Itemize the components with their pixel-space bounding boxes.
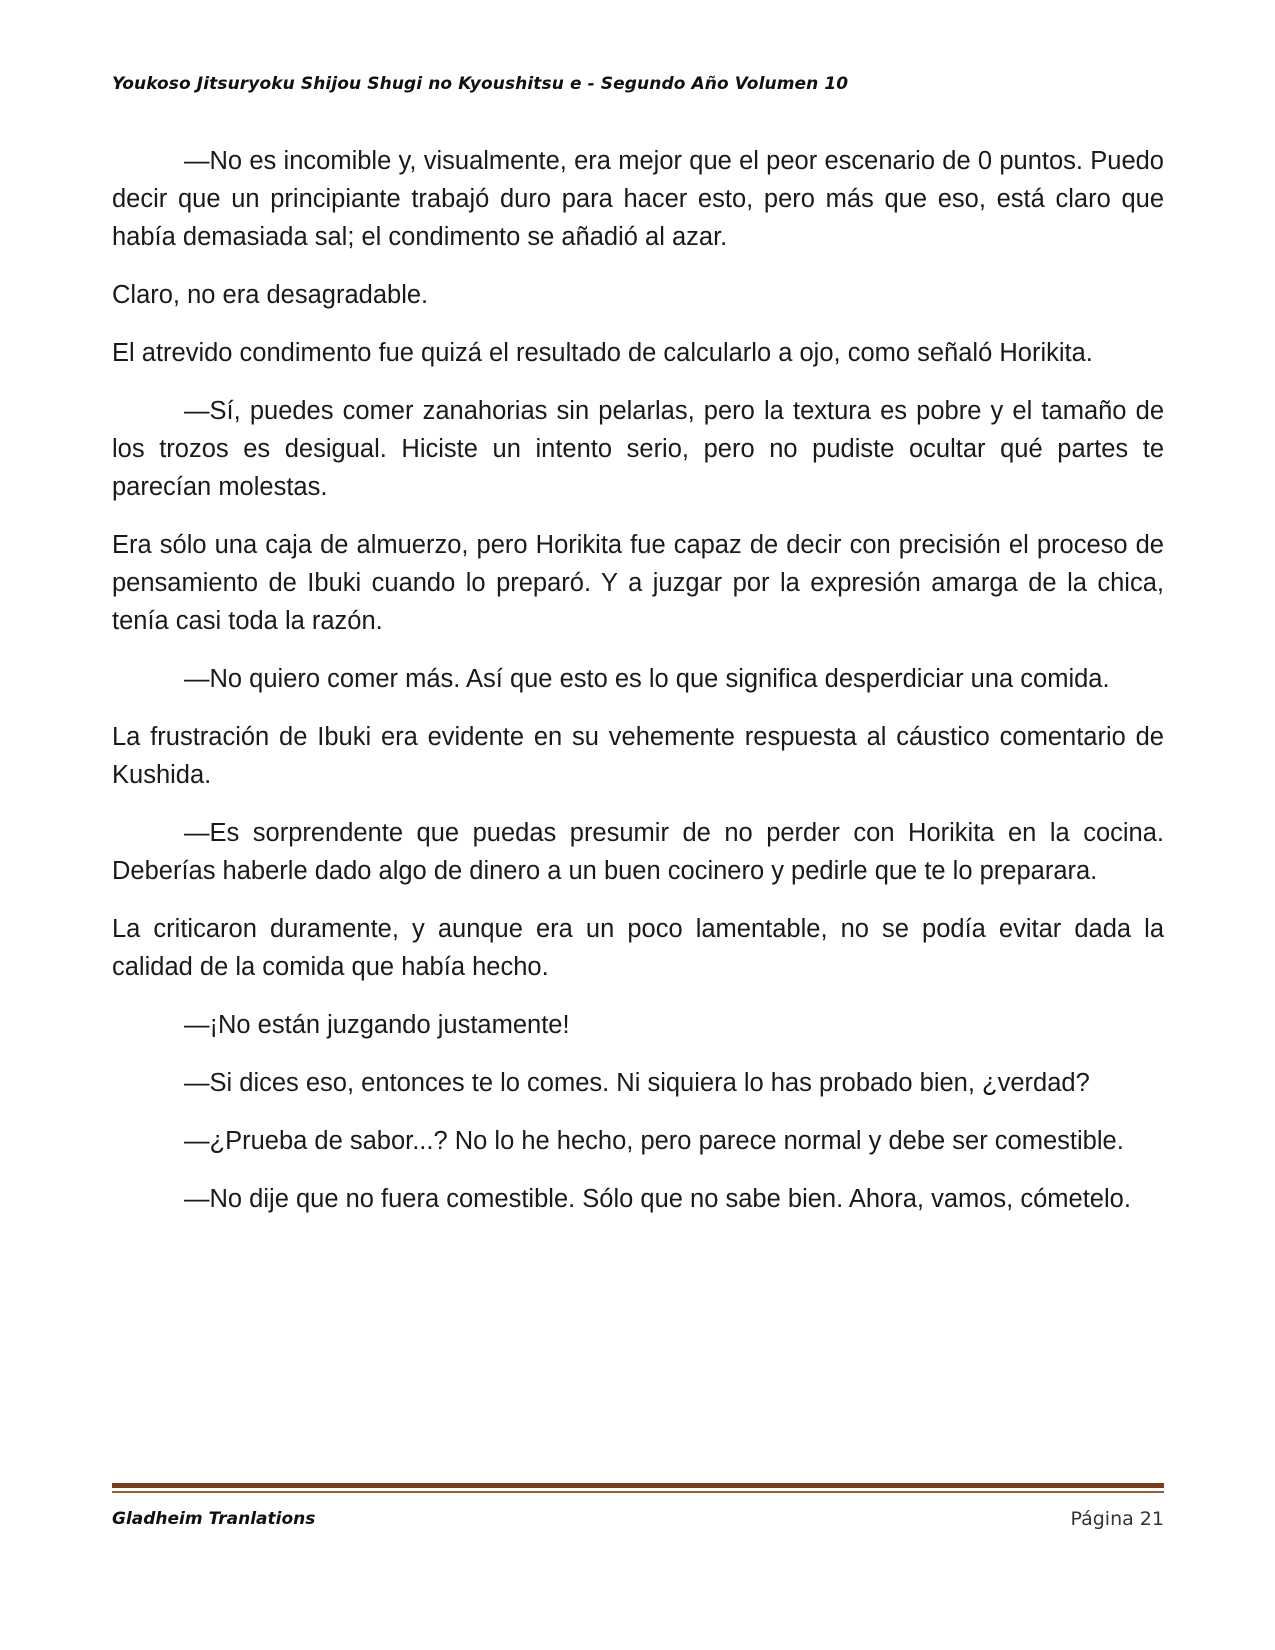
- paragraph-6: —No quiero comer más. Así que esto es lo que significa desperdiciar una comida.: [184, 665, 1110, 693]
- paragraph-10: —¡No están juzgando justamente!: [184, 1011, 570, 1039]
- paragraph-13: —No dije que no fuera comestible. Sólo que no sabe bien. Ahora, vamos, cómetelo.: [184, 1185, 1131, 1213]
- paragraph-2: Claro, no era desagradable.: [112, 281, 429, 309]
- paragraph-12: —¿Prueba de sabor...? No lo he hecho, pero parece normal y debe ser comestible.: [184, 1127, 1124, 1155]
- paragraph-11: —Si dices eso, entonces te lo comes. Ni siquiera lo has probado bien, ¿verdad?: [184, 1069, 1090, 1097]
- paragraph-7: La frustración de Ibuki era evidente en su vehemente respuesta al cáustico comentario de Kushida.: [112, 723, 1164, 789]
- paragraph-3: El atrevido condimento fue quizá el resultado de calcularlo a ojo, como señaló Horikita.: [112, 339, 1093, 367]
- paragraph-9: La criticaron duramente, y aunque era un poco lamentable, no se podía evitar dada la calidad de la comida que había hecho.: [112, 915, 1164, 981]
- footer-divider-thin: [112, 1491, 1164, 1493]
- page-number: Página 21: [1070, 1508, 1164, 1530]
- paragraph-1: —No es incomible y, visualmente, era mejor que el peor escenario de 0 puntos. Puedo decir que un principiante trabajó duro para hacer esto, pero más que eso, está claro que había demasiada sal; el condimento se añadió al azar.: [112, 147, 1164, 251]
- page-body: [112, 142, 1164, 1238]
- page-header-title: Youkoso Jitsuryoku Shijou Shugi no Kyoushitsu e - Segundo Año Volumen 10: [112, 74, 849, 94]
- paragraph-5: Era sólo una caja de almuerzo, pero Horikita fue capaz de decir con precisión el proceso de pensamiento de Ibuki cuando lo preparó. Y a juzgar por la expresión amarga de la chica, tenía casi toda la razón.: [112, 531, 1164, 635]
- paragraph-8: —Es sorprendente que puedas presumir de no perder con Horikita en la cocina. Deberías haberle dado algo de dinero a un buen cocinero y pedirle que te lo preparara.: [112, 819, 1164, 885]
- footer-publisher: Gladheim Tranlations: [112, 1509, 316, 1529]
- footer-divider-thick: [112, 1483, 1164, 1488]
- paragraph-4: —Sí, puedes comer zanahorias sin pelarlas, pero la textura es pobre y el tamaño de los trozos es desigual. Hiciste un intento serio, pero no pudiste ocultar qué partes te parecían molestas.: [112, 397, 1164, 501]
